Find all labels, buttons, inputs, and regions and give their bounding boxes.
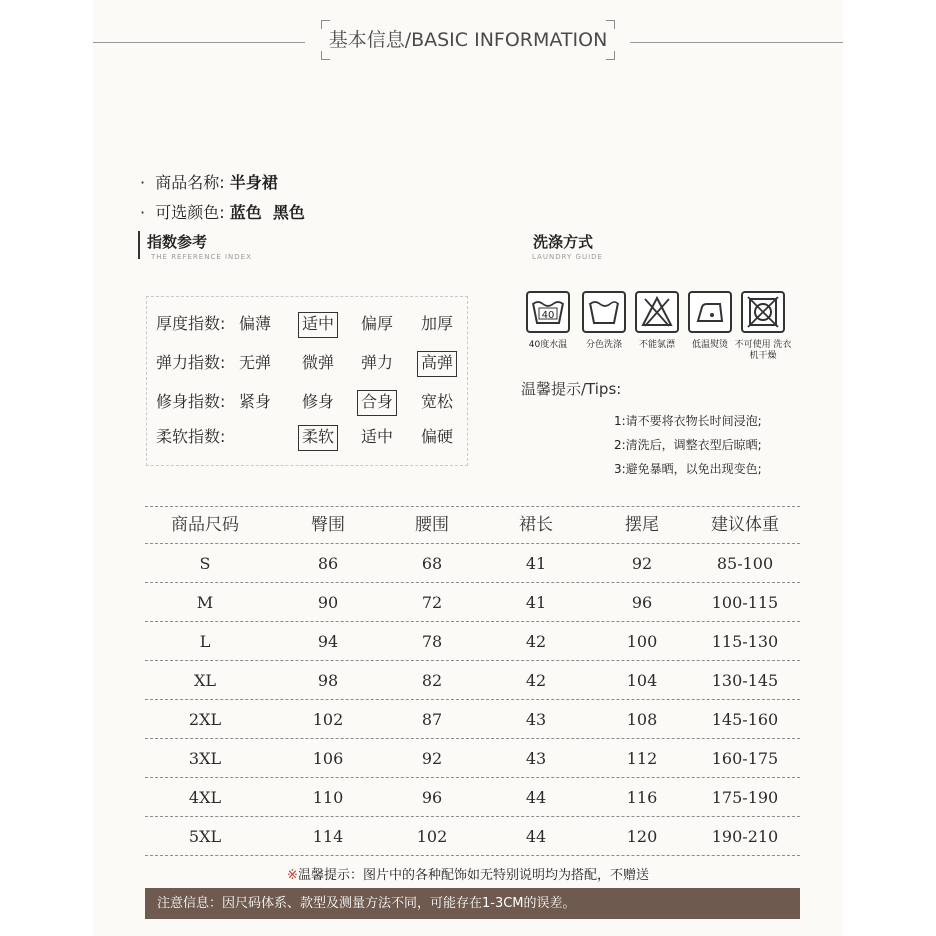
table-cell: 102 <box>416 827 448 846</box>
index-option: 无弹 <box>239 353 272 372</box>
row-divider <box>145 777 800 778</box>
index-label: 柔软指数: <box>156 427 226 446</box>
table-cell: L <box>199 632 211 651</box>
laundry-title: 洗涤方式 <box>533 233 594 251</box>
row-divider <box>145 699 800 700</box>
table-header-cell: 摆尾 <box>625 515 659 535</box>
reference-accent-bar <box>138 231 140 259</box>
row-divider <box>145 855 800 856</box>
laundry-subtitle: LAUNDRY GUIDE <box>532 253 603 261</box>
tip-item: 1:请不要将衣物长时间浸泡; <box>614 414 762 428</box>
table-cell: S <box>199 554 211 573</box>
table-row <box>145 623 800 661</box>
table-cell: 96 <box>421 788 443 807</box>
table-cell: 108 <box>626 710 658 729</box>
table-cell: M <box>196 593 214 612</box>
index-option-selected: 适中 <box>298 312 338 338</box>
table-cell: 100 <box>626 632 658 651</box>
index-option: 修身 <box>302 392 335 411</box>
index-option: 适中 <box>361 427 394 446</box>
wash-40-icon <box>526 291 570 333</box>
table-cell: 44 <box>525 788 547 807</box>
table-cell: 41 <box>525 554 547 573</box>
index-option: 偏硬 <box>421 427 454 446</box>
table-row <box>145 740 800 778</box>
table-cell: 86 <box>317 554 339 573</box>
header-rule-left <box>93 42 305 43</box>
table-cell: 114 <box>312 827 344 846</box>
color-value: 蓝色 黑色 <box>229 203 305 222</box>
note-text: 注意信息：因尺码体系、款型及测量方法不同，可能存在1-3CM的误差。 <box>157 896 576 911</box>
table-cell: 41 <box>525 593 547 612</box>
row-divider <box>145 660 800 661</box>
table-cell: 3XL <box>188 749 222 768</box>
index-option: 宽松 <box>421 392 454 411</box>
table-cell: 68 <box>421 554 443 573</box>
table-cell: 43 <box>525 749 547 768</box>
laundry-label-3: 不能氯漂 <box>638 340 675 350</box>
reference-title: 指数参考 <box>147 233 208 251</box>
row-divider <box>145 816 800 817</box>
tip-item: 3:避免暴晒，以免出现变色; <box>614 462 762 476</box>
table-cell: 78 <box>421 632 443 651</box>
row-divider <box>145 621 800 622</box>
table-header-cell: 建议体重 <box>711 515 779 535</box>
table-cell: 90 <box>317 593 339 612</box>
table-cell: 160-175 <box>711 749 779 768</box>
table-cell: 116 <box>626 788 658 807</box>
index-label: 厚度指数: <box>156 314 226 333</box>
table-row <box>145 584 800 622</box>
laundry-label-4: 低温熨烫 <box>691 340 728 350</box>
product-name-label: 商品名称: <box>155 173 225 192</box>
row-divider <box>145 582 800 583</box>
table-cell: 92 <box>421 749 443 768</box>
table-cell: 85-100 <box>716 554 774 573</box>
hand-wash-icon <box>582 291 626 333</box>
product-name-value: 半身裙 <box>229 173 278 192</box>
table-cell: 44 <box>525 827 547 846</box>
table-header-row <box>145 506 800 544</box>
table-header-cell: 臀围 <box>311 515 345 535</box>
row-divider <box>145 543 800 544</box>
header-rule-right <box>630 42 843 43</box>
table-cell: XL <box>193 671 216 690</box>
table-cell: 100-115 <box>711 593 779 612</box>
laundry-label-2: 分色洗涤 <box>585 340 622 350</box>
table-cell: 72 <box>421 593 443 612</box>
table-header-cell: 裙长 <box>519 515 553 535</box>
table-header-cell: 商品尺码 <box>171 515 239 535</box>
table-cell: 2XL <box>188 710 222 729</box>
table-row <box>145 701 800 739</box>
table-cell: 175-190 <box>711 788 779 807</box>
table-cell: 87 <box>421 710 443 729</box>
table-row <box>145 818 800 856</box>
index-option: 微弹 <box>302 353 335 372</box>
table-header-cell: 腰围 <box>415 515 449 535</box>
index-option: 紧身 <box>239 392 272 411</box>
table-cell: 96 <box>631 593 653 612</box>
warm-tip-text: 温馨提示：图片中的各种配饰如无特别说明均为搭配，不赠送 <box>297 868 649 883</box>
table-cell: 104 <box>626 671 658 690</box>
reference-subtitle: THE REFERENCE INDEX <box>151 253 252 261</box>
table-cell: 82 <box>421 671 443 690</box>
table-cell: 190-210 <box>711 827 779 846</box>
table-cell: 92 <box>631 554 653 573</box>
table-cell: 120 <box>626 827 658 846</box>
index-option: 偏薄 <box>239 314 272 333</box>
table-cell: 102 <box>312 710 344 729</box>
color-row <box>140 200 305 223</box>
tips-title: 温馨提示/Tips: <box>521 380 622 398</box>
index-label: 弹力指数: <box>156 353 226 372</box>
table-cell: 115-130 <box>711 632 779 651</box>
page-title: 基本信息/BASIC INFORMATION <box>328 29 608 51</box>
table-cell: 43 <box>525 710 547 729</box>
tip-item: 2:清洗后，调整衣型后晾晒; <box>614 438 762 452</box>
svg-text:40: 40 <box>541 310 555 321</box>
table-cell: 106 <box>312 749 344 768</box>
table-row <box>145 545 800 583</box>
index-option-selected: 合身 <box>357 390 397 416</box>
index-option-selected: 柔软 <box>298 425 338 451</box>
table-cell: 130-145 <box>711 671 779 690</box>
no-bleach-icon <box>635 291 679 333</box>
product-name-row <box>140 170 278 193</box>
table-cell: 4XL <box>188 788 222 807</box>
index-option: 加厚 <box>421 314 454 333</box>
table-cell: 5XL <box>188 827 222 846</box>
row-divider <box>145 738 800 739</box>
note-bar <box>145 888 800 919</box>
table-cell: 112 <box>626 749 658 768</box>
table-row <box>145 662 800 700</box>
color-label: 可选颜色: <box>155 203 225 222</box>
warm-tip <box>0 864 936 883</box>
no-tumble-dry-icon <box>741 291 785 333</box>
index-label: 修身指数: <box>156 392 226 411</box>
table-cell: 145-160 <box>711 710 779 729</box>
table-row <box>145 779 800 817</box>
laundry-label-1: 40度水温 <box>528 340 568 350</box>
table-cell: 110 <box>312 788 344 807</box>
table-cell: 42 <box>525 671 547 690</box>
index-option-selected: 高弹 <box>417 351 457 377</box>
table-cell: 98 <box>317 671 339 690</box>
warm-tip-mark: ※ <box>287 868 298 883</box>
index-option: 弹力 <box>361 353 394 372</box>
table-cell: 42 <box>525 632 547 651</box>
table-cell: 94 <box>317 632 339 651</box>
bullet-dot: · <box>140 203 156 222</box>
index-option: 偏厚 <box>361 314 394 333</box>
laundry-label-5: 不可使用 洗衣机干燥 <box>734 340 792 361</box>
bullet-dot: · <box>140 173 156 192</box>
low-iron-icon <box>688 291 732 333</box>
table-top-divider <box>145 506 800 507</box>
header-frame <box>321 20 615 60</box>
